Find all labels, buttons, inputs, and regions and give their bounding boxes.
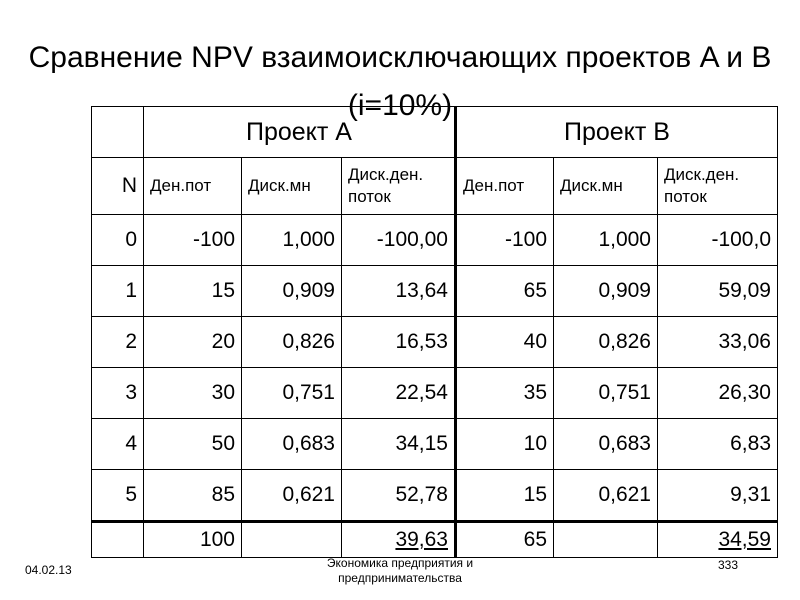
table-cell: 22,54 — [342, 368, 456, 419]
table-cell — [242, 522, 342, 558]
table-cell: 34,15 — [342, 419, 456, 470]
table-cell — [92, 522, 144, 558]
table-cell: 0,909 — [242, 266, 342, 317]
table-cell: 85 — [144, 470, 242, 522]
table-cell: 59,09 — [658, 266, 778, 317]
table-cell: 0,909 — [554, 266, 658, 317]
table-cell — [554, 522, 658, 558]
table-cell: 10 — [456, 419, 554, 470]
table-cell: -100 — [456, 215, 554, 266]
totals-row — [92, 522, 778, 558]
a-cashflow-header: Ден.пот — [144, 158, 242, 215]
npv-comparison-table — [91, 106, 778, 558]
table-cell: -100,00 — [342, 215, 456, 266]
npv-b-total: 34,59 — [658, 522, 778, 558]
table-row — [92, 368, 778, 419]
project-b-header: Проект B — [456, 107, 778, 158]
table-cell: 33,06 — [658, 317, 778, 368]
table-cell: 0,826 — [242, 317, 342, 368]
a-discount-factor-header: Диск.мн — [242, 158, 342, 215]
table-cell: 13,64 — [342, 266, 456, 317]
table-cell: 65 — [456, 522, 554, 558]
table-cell: 6,83 — [658, 419, 778, 470]
table-cell: 20 — [144, 317, 242, 368]
table-cell: 30 — [144, 368, 242, 419]
table-cell: 65 — [456, 266, 554, 317]
npv-a-total: 39,63 — [342, 522, 456, 558]
table-header-row — [92, 107, 778, 158]
table-cell: 15 — [144, 266, 242, 317]
table-cell: 0 — [92, 215, 144, 266]
table-cell: 50 — [144, 419, 242, 470]
table-cell: 1 — [92, 266, 144, 317]
table-cell: 26,30 — [658, 368, 778, 419]
table-row — [92, 317, 778, 368]
table-row — [92, 470, 778, 522]
n-header: N — [92, 158, 144, 215]
footer-course-name: Экономика предприятия и предпринимательства — [326, 556, 474, 585]
table-cell: 15 — [456, 470, 554, 522]
table-cell: 52,78 — [342, 470, 456, 522]
b-cashflow-header: Ден.пот — [456, 158, 554, 215]
table-cell: 1,000 — [242, 215, 342, 266]
table-cell: 35 — [456, 368, 554, 419]
table-row — [92, 215, 778, 266]
table-cell: 0,621 — [242, 470, 342, 522]
b-discount-factor-header: Диск.мн — [554, 158, 658, 215]
table-cell: 3 — [92, 368, 144, 419]
table-cell: 2 — [92, 317, 144, 368]
project-a-header: Проект A — [144, 107, 456, 158]
table-cell: 9,31 — [658, 470, 778, 522]
table-cell: 1,000 — [554, 215, 658, 266]
table-cell: 0,751 — [554, 368, 658, 419]
table-cell: -100,0 — [658, 215, 778, 266]
table-cell: 0,826 — [554, 317, 658, 368]
corner-cell — [92, 107, 144, 158]
table-cell: 4 — [92, 419, 144, 470]
table-cell: 0,683 — [554, 419, 658, 470]
b-discounted-cashflow-header: Диск.ден. поток — [658, 158, 778, 215]
footer-date: 04.02.13 — [25, 563, 72, 577]
table-cell: 0,683 — [242, 419, 342, 470]
table-subheader-row — [92, 158, 778, 215]
slide-title: Сравнение NPV взаимоисключающих проектов A и B (i=10%) — [28, 41, 772, 122]
table-row — [92, 419, 778, 470]
table-cell: 16,53 — [342, 317, 456, 368]
table-cell: 5 — [92, 470, 144, 522]
table-cell: 100 — [144, 522, 242, 558]
footer-page-number: 333 — [718, 558, 739, 572]
table-cell: 0,751 — [242, 368, 342, 419]
table-cell: -100 — [144, 215, 242, 266]
a-discounted-cashflow-header: Диск.ден. поток — [342, 158, 456, 215]
table-row — [92, 266, 778, 317]
table-cell: 0,621 — [554, 470, 658, 522]
table-cell: 40 — [456, 317, 554, 368]
